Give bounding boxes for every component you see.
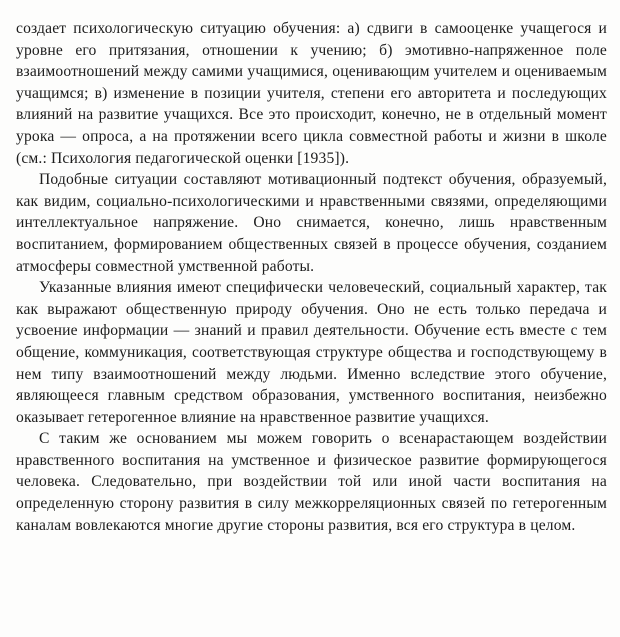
paragraph-3: Указанные влияния имеют специфически человеческий, социальный характер, так как выражают общественную природу обучения. Оно не есть только передача и усвоение информации — знаний и правил деятельности. Обучение есть вместе с тем общение, коммуникация, соответствующая структуре общества и господствующему в нем типу взаимоотношений между людьми. Именно вследствие этого обучение, являющееся главным средством образования, умственного воспитания, неизбежно оказывает гетерогенное влияние на нравственное развитие учащихся. (16, 279, 607, 426)
paragraph-1: создает психологическую ситуацию обучения: а) сдвиги в самооценке учащегося и уровне его притязания, отношении к учению; б) эмотивно-напряженное поле взаимоотношений между самими учащимися, оценивающим учителем и оцениваемым учащимся; в) изменение в позиции учителя, степени его авторитета и последующих влияний на развитие учащихся. Все это происходит, конечно, не в отдельный момент урока — опроса, а на протяжении всего цикла совместной работы и жизни в школе (см.: Психология педагогической оценки [1935]). (16, 20, 607, 167)
paragraph-2: Подобные ситуации составляют мотивационный подтекст обучения, образуемый, как видим, социально-психологическими и нравственными связями, определяющими интеллектуальное напряжение. Оно снимается, конечно, лишь нравственным воспитанием, формированием общественных связей в процессе обучения, созданием атмосферы совместной умственной работы. (16, 171, 607, 275)
paragraph-4: С таким же основанием мы можем говорить о всенарастающем воздействии нравственного воспитания на умственное и физическое развитие формирующегося человека. Следовательно, при воздействии той или иной части воспитания на определенную сторону развития в силу межкорреляционных связей по гетерогенным каналам вовлекаются многие другие стороны развития, вся его структура в целом. (16, 430, 607, 534)
